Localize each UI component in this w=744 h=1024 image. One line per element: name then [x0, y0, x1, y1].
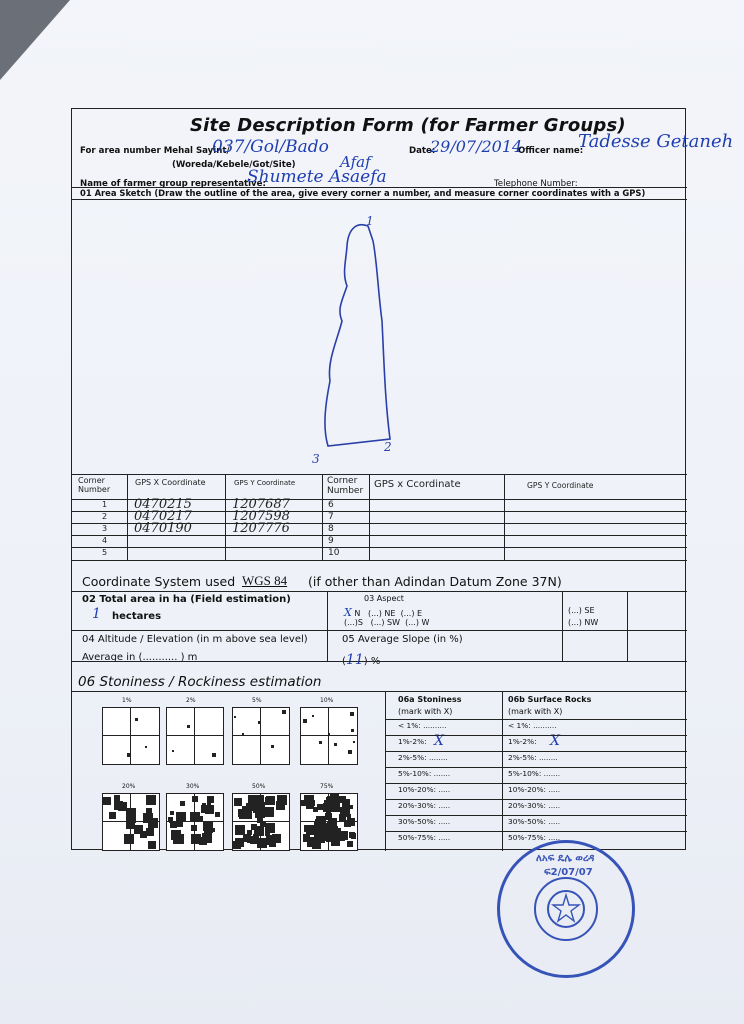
stoniness-pattern	[102, 707, 160, 765]
stoniness-pattern	[166, 707, 224, 765]
coord-system-label: Coordinate System used	[82, 574, 236, 589]
pattern-label: 10%	[320, 697, 334, 704]
official-stamp	[497, 840, 635, 978]
gps-y-value: 1207687	[232, 497, 290, 512]
stoniness-b-option[interactable]: 1%-2%:	[508, 737, 537, 746]
gps-y-value: 1207598	[232, 509, 290, 524]
corner-number-2: 9	[328, 536, 334, 546]
stoniness-b-option[interactable]: 5%-10%: .......	[508, 769, 561, 778]
col-gps-x: GPS X Coordinate	[135, 478, 206, 487]
gps-x-value: 0470190	[134, 521, 192, 536]
stoniness-a-option[interactable]: 20%-30%: .....	[398, 801, 451, 810]
form-title: Site Description Form (for Farmer Groups)	[190, 115, 626, 136]
area-sketch	[72, 201, 687, 471]
aspect-nw: (...) NW	[568, 618, 599, 627]
area-number-label: For area number Mehal Sayint/	[80, 146, 230, 156]
stoniness-b-option[interactable]: < 1%: ..........	[508, 721, 557, 730]
aspect-e: (...) E	[400, 609, 423, 618]
altitude-label: 04 Altitude / Elevation (in m above sea level)	[82, 634, 308, 645]
aspect-se: (...) SE	[568, 606, 595, 615]
corner-number-2: 8	[328, 524, 334, 534]
stoniness-a-option[interactable]: 2%-5%: ........	[398, 753, 448, 762]
aspect-sw: (...) SW	[370, 618, 400, 627]
stoniness-b-mark: X	[550, 733, 560, 749]
stoniness-pattern	[102, 793, 160, 851]
pattern-label: 5%	[252, 697, 262, 704]
stoniness-a-option[interactable]: 5%-10%: .......	[398, 769, 451, 778]
officer-value: Tadesse Getaneh	[578, 131, 734, 152]
rep-value: Shumete Asaefa	[247, 167, 387, 187]
stoniness-pattern	[300, 793, 358, 851]
coord-system-note: (if other than Adindan Datum Zone 37N)	[308, 574, 562, 589]
altitude-average: Average in (........... ) m	[82, 652, 198, 663]
slope-value: 11	[345, 652, 364, 668]
stoniness-a-option[interactable]: < 1%: ..........	[398, 721, 447, 730]
aspect-n: N	[354, 609, 361, 618]
stoniness-b-option[interactable]: 20%-30%: .....	[508, 801, 561, 810]
col-corner-number-2: Corner Number	[327, 476, 364, 496]
date-value: 29/07/2014	[430, 137, 523, 156]
corner-number: 3	[102, 524, 108, 533]
gps-x-value: 0470215	[134, 497, 192, 512]
corner-number-2: 6	[328, 500, 334, 510]
slope-unit: %	[370, 656, 381, 667]
pattern-label: 50%	[252, 783, 266, 790]
total-area-label: 02 Total area in ha (Field estimation)	[82, 594, 291, 605]
coord-system-value: WGS 84	[242, 573, 288, 588]
pattern-label: 75%	[320, 783, 334, 790]
stoniness-b-heading: 06b Surface Rocks	[508, 695, 592, 704]
aspect-s: S	[357, 618, 363, 627]
corner-number: 2	[102, 512, 108, 521]
pattern-label: 1%	[122, 697, 132, 704]
phone-label: Telephone Number:	[494, 179, 578, 189]
officer-label: Officer name:	[518, 146, 584, 156]
pattern-label: 30%	[186, 783, 200, 790]
stamp-date-text: ፍ2/07/07	[544, 867, 593, 878]
slope-row: (11) %	[342, 652, 381, 668]
stoniness-b-option[interactable]: 2%-5%: ........	[508, 753, 558, 762]
stoniness-b-sub: (mark with X)	[508, 707, 563, 716]
stoniness-a-option[interactable]: 30%-50%: .....	[398, 817, 451, 826]
col-gps-y-2: GPS Y Coordinate	[527, 481, 594, 490]
sketch-label-1: 1	[366, 214, 374, 228]
gps-x-value: 0470217	[134, 509, 192, 524]
aspect-label: 03 Aspect	[364, 594, 404, 603]
folded-corner	[0, 0, 70, 80]
stoniness-pattern	[232, 707, 290, 765]
col-gps-x-2: GPS x Ccordinate	[374, 479, 461, 490]
stamp-top-text: ለአፍ ዴሌ ወረዳ	[536, 853, 595, 864]
aspect-s-row	[344, 618, 429, 627]
aspect-s-mark: (...)	[344, 618, 358, 627]
stoniness-b-option[interactable]: 50%-75%: .....	[508, 833, 561, 842]
sketch-outline	[325, 225, 390, 446]
pattern-label: 20%	[122, 783, 136, 790]
stoniness-pattern	[166, 793, 224, 851]
area-number-value: 037/Gol/Bado	[212, 137, 329, 157]
sketch-label-3: 3	[312, 452, 320, 466]
stoniness-title: 06 Stoniness / Rockiness estimation	[78, 674, 322, 690]
slope-label: 05 Average Slope (in %)	[342, 634, 463, 645]
rep-label: Name of farmer group representative:	[80, 179, 266, 189]
stoniness-pattern	[232, 793, 290, 851]
aspect-n-mark: X	[344, 606, 352, 619]
stoniness-a-heading: 06a Stoniness	[398, 695, 462, 704]
sketch-heading: 01 Area Sketch (Draw the outline of the area, give every corner a number, and measure corner coordinates with a GPS)	[80, 188, 646, 198]
corner-number: 1	[102, 500, 108, 509]
total-area-value: 1	[92, 606, 101, 622]
stoniness-pattern	[300, 707, 358, 765]
col-gps-y: GPS Y Coordinate	[234, 479, 296, 487]
corner-number-2: 7	[328, 512, 334, 522]
aspect-ne: (...) NE	[368, 609, 396, 618]
stoniness-b-option[interactable]: 10%-20%: .....	[508, 785, 561, 794]
corner-number-2: 10	[328, 548, 340, 558]
stoniness-a-mark: X	[434, 733, 444, 749]
stoniness-a-option[interactable]: 1%-2%:	[398, 737, 427, 746]
stoniness-a-option[interactable]: 50%-75%: .....	[398, 833, 451, 842]
area-extra-value: Afaf	[340, 153, 371, 171]
corner-number: 4	[102, 536, 108, 545]
stoniness-b-option[interactable]: 30%-50%: .....	[508, 817, 561, 826]
col-corner-number: Corner Number	[78, 476, 111, 494]
site-description-form	[71, 108, 734, 850]
gps-y-value: 1207776	[232, 521, 290, 536]
stoniness-a-option[interactable]: 10%-20%: .....	[398, 785, 451, 794]
sketch-label-2: 2	[384, 440, 392, 454]
corner-number: 5	[102, 548, 108, 557]
total-area-unit: hectares	[112, 611, 162, 622]
stoniness-a-sub: (mark with X)	[398, 707, 453, 716]
pattern-label: 2%	[186, 697, 196, 704]
aspect-w: (...) W	[405, 618, 430, 627]
date-label: Date:	[409, 146, 436, 156]
area-sub-label: (Woreda/Kebele/Got/Site)	[172, 160, 296, 170]
stamp-emblem	[534, 877, 598, 941]
